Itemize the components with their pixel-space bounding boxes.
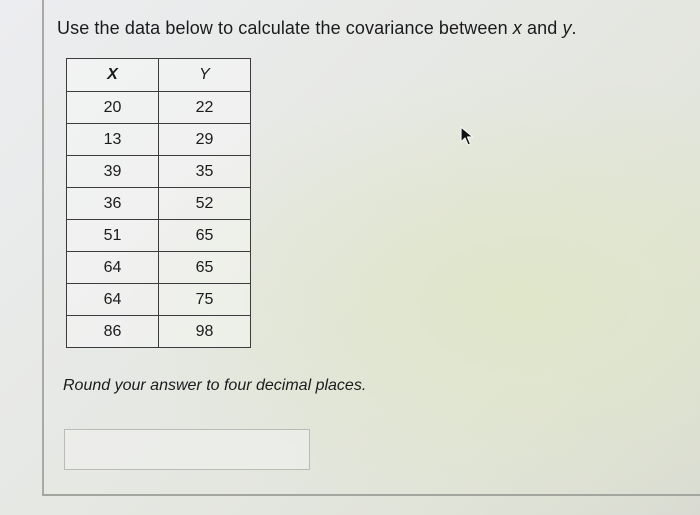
cell-y: 35 xyxy=(159,156,251,188)
table-row xyxy=(67,188,251,220)
cell-y: 52 xyxy=(159,188,251,220)
table-row xyxy=(67,92,251,124)
cell-x: 39 xyxy=(67,156,159,188)
cell-y: 65 xyxy=(159,220,251,252)
cell-y: 65 xyxy=(159,252,251,284)
table-row xyxy=(67,284,251,316)
table-row xyxy=(67,124,251,156)
answer-input[interactable] xyxy=(64,429,310,470)
cell-y: 98 xyxy=(159,316,251,348)
table-row xyxy=(67,156,251,188)
question-text-mid: and xyxy=(521,18,563,38)
question-text xyxy=(57,18,577,39)
rounding-instruction: Round your answer to four decimal places. xyxy=(63,377,367,394)
cell-x: 64 xyxy=(67,252,159,284)
table-header-row xyxy=(67,59,251,92)
table-row xyxy=(67,252,251,284)
table-row xyxy=(67,220,251,252)
question-text-end: . xyxy=(571,18,577,38)
cell-x: 64 xyxy=(67,284,159,316)
column-header-x: X xyxy=(67,59,159,92)
variable-y: y xyxy=(562,18,572,38)
column-header-y: Y xyxy=(159,59,251,92)
cell-y: 29 xyxy=(159,124,251,156)
cell-y: 22 xyxy=(159,92,251,124)
variable-x: x xyxy=(512,18,522,38)
question-text-before: Use the data below to calculate the covariance between xyxy=(57,18,513,38)
cell-x: 36 xyxy=(67,188,159,220)
cell-x: 20 xyxy=(67,92,159,124)
cell-x: 13 xyxy=(67,124,159,156)
cell-y: 75 xyxy=(159,284,251,316)
mouse-pointer-icon xyxy=(459,126,475,146)
table-row xyxy=(67,316,251,348)
cell-x: 86 xyxy=(67,316,159,348)
data-table xyxy=(66,58,251,348)
cell-x: 51 xyxy=(67,220,159,252)
